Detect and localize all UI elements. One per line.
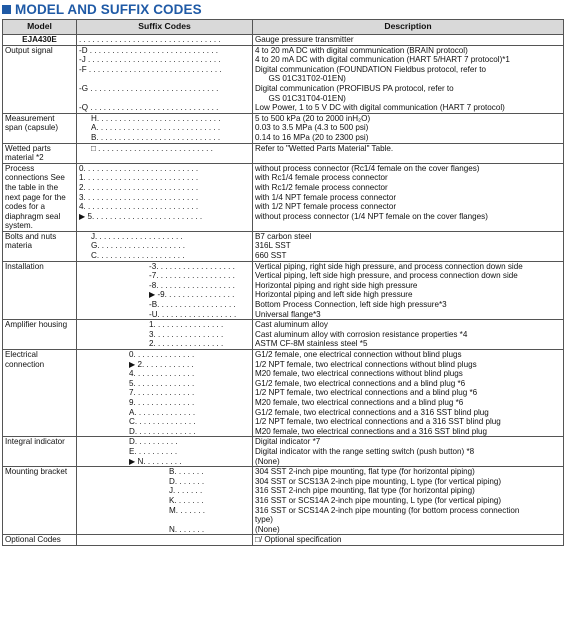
description-cell xyxy=(253,231,564,261)
description-line: with Rc1/2 female process connector xyxy=(255,182,388,192)
description-cell xyxy=(253,35,564,46)
description-line: GS 01C31T02-01EN) xyxy=(255,74,346,84)
suffix-code-line: -8. . . . . . . . . . . . . . . . . . xyxy=(149,280,235,290)
description-cell xyxy=(253,467,564,535)
suffix-codes-cell xyxy=(77,231,253,261)
suffix-code-line xyxy=(79,74,250,84)
description-line: Vertical piping, left side high pressure, and process connection down side xyxy=(255,271,518,281)
suffix-code-line xyxy=(79,535,250,545)
description-line: Universal flange*3 xyxy=(255,309,321,319)
description-line: Horizontal piping and left side high pressure xyxy=(255,290,413,300)
description-line: 316 SST or SCS14A 2-inch pipe mounting (for bottom process connection xyxy=(255,505,520,515)
description-line: with 1/2 NPT female process connector xyxy=(255,202,397,212)
suffix-code-line: 0. . . . . . . . . . . . . . . . . . . . . . . . . . xyxy=(79,163,199,173)
model-cell: EJA430E xyxy=(3,35,77,46)
suffix-code-line: 9. . . . . . . . . . . . . . xyxy=(129,397,195,407)
table-row xyxy=(3,35,564,46)
page-title-bar xyxy=(2,0,202,18)
suffix-codes-cell xyxy=(77,143,253,163)
description-line: 5 to 500 kPa (20 to 2000 inH₂O) xyxy=(255,113,371,123)
model-cell: Integral indicator xyxy=(3,437,77,467)
description-cell xyxy=(253,143,564,163)
suffix-code-line: D. . . . . . . . . . xyxy=(129,437,178,447)
description-line: □/ Optional specification xyxy=(255,535,342,545)
suffix-code-line: 5. . . . . . . . . . . . . . xyxy=(129,378,195,388)
description-line: Digital communication (FOUNDATION Fieldbus protocol, refer to xyxy=(255,64,487,74)
suffix-codes-cell xyxy=(77,261,253,320)
title-square-icon xyxy=(2,5,11,14)
model-cell: Process connections See the table in the next page for the codes for a diaphragm seal system. xyxy=(3,163,77,231)
suffix-code-line: -Q . . . . . . . . . . . . . . . . . . . . . . . . . . . . . xyxy=(79,103,219,113)
suffix-code-line: 2. . . . . . . . . . . . . . . . . . . . . . . . . . xyxy=(79,182,199,192)
suffix-code-line: 3. . . . . . . . . . . . . . . . xyxy=(149,329,224,339)
suffix-code-line: C. . . . . . . . . . . . . . . . . . . . xyxy=(91,251,185,261)
table-row xyxy=(3,437,564,467)
model-suffix-table xyxy=(2,19,564,546)
description-line: with 1/4 NPT female process connector xyxy=(255,192,397,202)
description-line: Digital indicator with the range setting switch (push button) *8 xyxy=(255,446,475,456)
suffix-code-line: -G . . . . . . . . . . . . . . . . . . . . . . . . . . . . . xyxy=(79,83,219,93)
suffix-code-line: -J . . . . . . . . . . . . . . . . . . . . . . . . . . . . . . xyxy=(79,55,221,65)
suffix-code-line: . . . . . . . . . . . . . . . . . . . . . . . . . . . . . . . . xyxy=(79,35,221,44)
description-line: G1/2 female, one electrical connection without blind plugs xyxy=(255,350,462,359)
description-line: 1/2 NPT female, two electrical connections and a 316 SST blind plug xyxy=(255,417,501,427)
description-line: 304 SST 2-inch pipe mounting, flat type (for horizontal piping) xyxy=(255,467,475,477)
description-cell xyxy=(253,261,564,320)
suffix-code-line: 3. . . . . . . . . . . . . . . . . . . . . . . . . . xyxy=(79,192,199,202)
suffix-code-line: 1. . . . . . . . . . . . . . . . . . . . . . . . . . xyxy=(79,173,199,183)
description-line: 1/2 NPT female, two electrical connections and a blind plug *6 xyxy=(255,388,478,398)
description-line: without process connector (Rc1/4 female on the cover flanges) xyxy=(255,163,480,173)
suffix-codes-cell xyxy=(77,35,253,46)
suffix-code-line: -F . . . . . . . . . . . . . . . . . . . . . . . . . . . . . . xyxy=(79,64,222,74)
description-line: 4 to 20 mA DC with digital communication (HART 5/HART 7 protocol)*1 xyxy=(255,55,510,65)
model-cell: Electrical connection xyxy=(3,350,77,437)
suffix-code-line: 4. . . . . . . . . . . . . . xyxy=(129,369,195,379)
model-cell: Optional Codes xyxy=(3,535,77,546)
description-cell xyxy=(253,350,564,437)
suffix-codes-cell xyxy=(77,163,253,231)
suffix-code-line xyxy=(169,515,250,525)
suffix-code-line: 0. . . . . . . . . . . . . . xyxy=(129,350,195,359)
table-row xyxy=(3,350,564,437)
suffix-code-line: ▶ 2. . . . . . . . . . . . xyxy=(129,359,194,369)
table-row xyxy=(3,45,564,113)
table-row xyxy=(3,143,564,163)
description-cell xyxy=(253,437,564,467)
description-line: Low Power, 1 to 5 V DC with digital communication (HART 7 protocol) xyxy=(255,103,505,113)
table-row xyxy=(3,163,564,231)
suffix-code-line: D. . . . . . . . . . . . . . xyxy=(129,426,196,436)
suffix-code-line: -U. . . . . . . . . . . . . . . . . . xyxy=(149,309,237,319)
description-line: 304 SST or SCS13A 2-inch pipe mounting, L type (for vertical piping) xyxy=(255,476,502,486)
suffix-code-line: H. . . . . . . . . . . . . . . . . . . . . . . . . . . . xyxy=(91,113,221,123)
description-line: Gauge pressure transmitter xyxy=(255,35,354,44)
page-title: MODEL AND SUFFIX CODES xyxy=(15,1,202,17)
suffix-codes-cell xyxy=(77,45,253,113)
header-model: Model xyxy=(3,20,77,35)
description-line: Cast aluminum alloy xyxy=(255,320,328,330)
description-cell xyxy=(253,535,564,546)
suffix-code-line: B. . . . . . . . . . . . . . . . . . . . . . . . . . . . xyxy=(91,132,221,142)
description-line: 0.14 to 16 MPa (20 to 2300 psi) xyxy=(255,132,369,142)
header-suffix-codes: Suffix Codes xyxy=(77,20,253,35)
suffix-code-line: -B. . . . . . . . . . . . . . . . . . xyxy=(149,300,236,310)
suffix-codes-cell xyxy=(77,350,253,437)
suffix-code-line: J. . . . . . . xyxy=(169,486,203,496)
suffix-codes-cell xyxy=(77,437,253,467)
table-row xyxy=(3,261,564,320)
description-line: Bottom Process Connection, left side high pressure*3 xyxy=(255,300,447,310)
description-line: 316 SST 2-inch pipe mounting, flat type (for horizontal piping) xyxy=(255,486,475,496)
suffix-code-line: A. . . . . . . . . . . . . . . . . . . . . . . . . . . . xyxy=(91,123,221,133)
description-line: G1/2 female, two electrical connections and a 316 SST blind plug xyxy=(255,407,489,417)
description-line: 316 SST or SCS14A 2-inch pipe mounting, L type (for vertical piping) xyxy=(255,495,502,505)
description-line: 660 SST xyxy=(255,251,287,261)
model-cell: Mounting bracket xyxy=(3,467,77,535)
suffix-code-line: ▶ N. . . . . . . . . xyxy=(129,456,182,466)
description-line: B7 carbon steel xyxy=(255,231,312,241)
suffix-code-line: 7. . . . . . . . . . . . . . xyxy=(129,388,195,398)
description-line: M20 female, two electrical connections without blind plugs xyxy=(255,369,463,379)
table-header-row xyxy=(3,20,564,35)
suffix-code-line: 4. . . . . . . . . . . . . . . . . . . . . . . . . . xyxy=(79,202,199,212)
model-cell: Output signal xyxy=(3,45,77,113)
description-line: Cast aluminum alloy with corrosion resistance properties *4 xyxy=(255,329,468,339)
suffix-code-line: ▶ 5. . . . . . . . . . . . . . . . . . . . . . . . . xyxy=(79,211,203,221)
description-line: ASTM CF-8M stainless steel *5 xyxy=(255,339,368,349)
description-line: Horizontal piping and right side high pressure xyxy=(255,280,418,290)
table-row xyxy=(3,535,564,546)
model-cell: Amplifier housing xyxy=(3,320,77,350)
suffix-codes-cell xyxy=(77,113,253,143)
description-line: GS 01C31T04-01EN) xyxy=(255,93,346,103)
description-line: 0.03 to 3.5 MPa (4.3 to 500 psi) xyxy=(255,123,369,133)
description-cell xyxy=(253,163,564,231)
suffix-code-line: -7. . . . . . . . . . . . . . . . . . xyxy=(149,271,235,281)
table-row xyxy=(3,467,564,535)
description-line: Refer to "Wetted Parts Material" Table. xyxy=(255,143,394,153)
description-cell xyxy=(253,113,564,143)
description-cell xyxy=(253,45,564,113)
suffix-code-line: 2. . . . . . . . . . . . . . . . xyxy=(149,339,224,349)
description-line: Digital indicator *7 xyxy=(255,437,321,447)
suffix-code-line: J. . . . . . . . . . . . . . . . . . . . xyxy=(91,231,183,241)
description-line: Vertical piping, right side high pressure, and process connection down side xyxy=(255,261,523,271)
description-line: 316L SST xyxy=(255,241,291,251)
suffix-code-line: M. . . . . . . xyxy=(169,505,205,515)
suffix-codes-cell xyxy=(77,320,253,350)
suffix-codes-cell xyxy=(77,535,253,546)
model-cell: Measurement span (capsule) xyxy=(3,113,77,143)
description-line: M20 female, two electrical connections and a blind plug *6 xyxy=(255,397,464,407)
suffix-code-line: □ . . . . . . . . . . . . . . . . . . . . . . . . . . xyxy=(91,143,213,153)
description-line: M20 female, two electrical connections and a 316 SST blind plug xyxy=(255,426,488,436)
table-row xyxy=(3,231,564,261)
header-description: Description xyxy=(253,20,564,35)
description-line: G1/2 female, two electrical connections and a blind plug *6 xyxy=(255,378,466,388)
suffix-code-line xyxy=(79,94,250,104)
suffix-code-line: 1. . . . . . . . . . . . . . . . xyxy=(149,320,224,330)
suffix-code-line: G. . . . . . . . . . . . . . . . . . . . xyxy=(91,241,185,251)
model-cell: Wetted parts material *2 xyxy=(3,143,77,163)
description-line: with Rc1/4 female process connector xyxy=(255,173,388,183)
description-cell xyxy=(253,320,564,350)
model-cell: Bolts and nuts materia xyxy=(3,231,77,261)
description-line: (None) xyxy=(255,524,280,534)
description-line: 4 to 20 mA DC with digital communication (BRAIN protocol) xyxy=(255,45,468,55)
suffix-code-line: D. . . . . . . xyxy=(169,476,205,486)
suffix-code-line: ▶ -9. . . . . . . . . . . . . . . . xyxy=(149,290,235,300)
suffix-code-line: N. . . . . . . xyxy=(169,524,205,534)
suffix-code-line: C. . . . . . . . . . . . . . xyxy=(129,417,196,427)
model-cell: Installation xyxy=(3,261,77,320)
table-row xyxy=(3,113,564,143)
suffix-code-line: B. . . . . . . xyxy=(169,467,204,477)
table-row xyxy=(3,320,564,350)
suffix-code-line: E. . . . . . . . . . xyxy=(129,446,178,456)
suffix-code-line: -3. . . . . . . . . . . . . . . . . . xyxy=(149,261,235,271)
description-line: 1/2 NPT female, two electrical connections without blind plugs xyxy=(255,359,477,369)
suffix-code-line: K. . . . . . . xyxy=(169,495,204,505)
description-line: Digital communication (PROFIBUS PA protocol, refer to xyxy=(255,83,454,93)
description-line: (None) xyxy=(255,456,280,466)
description-line: type) xyxy=(255,515,273,525)
description-line: without process connector (1/4 NPT female on the cover flanges) xyxy=(255,211,488,221)
suffix-code-line: -D . . . . . . . . . . . . . . . . . . . . . . . . . . . . . xyxy=(79,45,218,55)
suffix-code-line: A. . . . . . . . . . . . . . xyxy=(129,407,196,417)
suffix-codes-cell xyxy=(77,467,253,535)
